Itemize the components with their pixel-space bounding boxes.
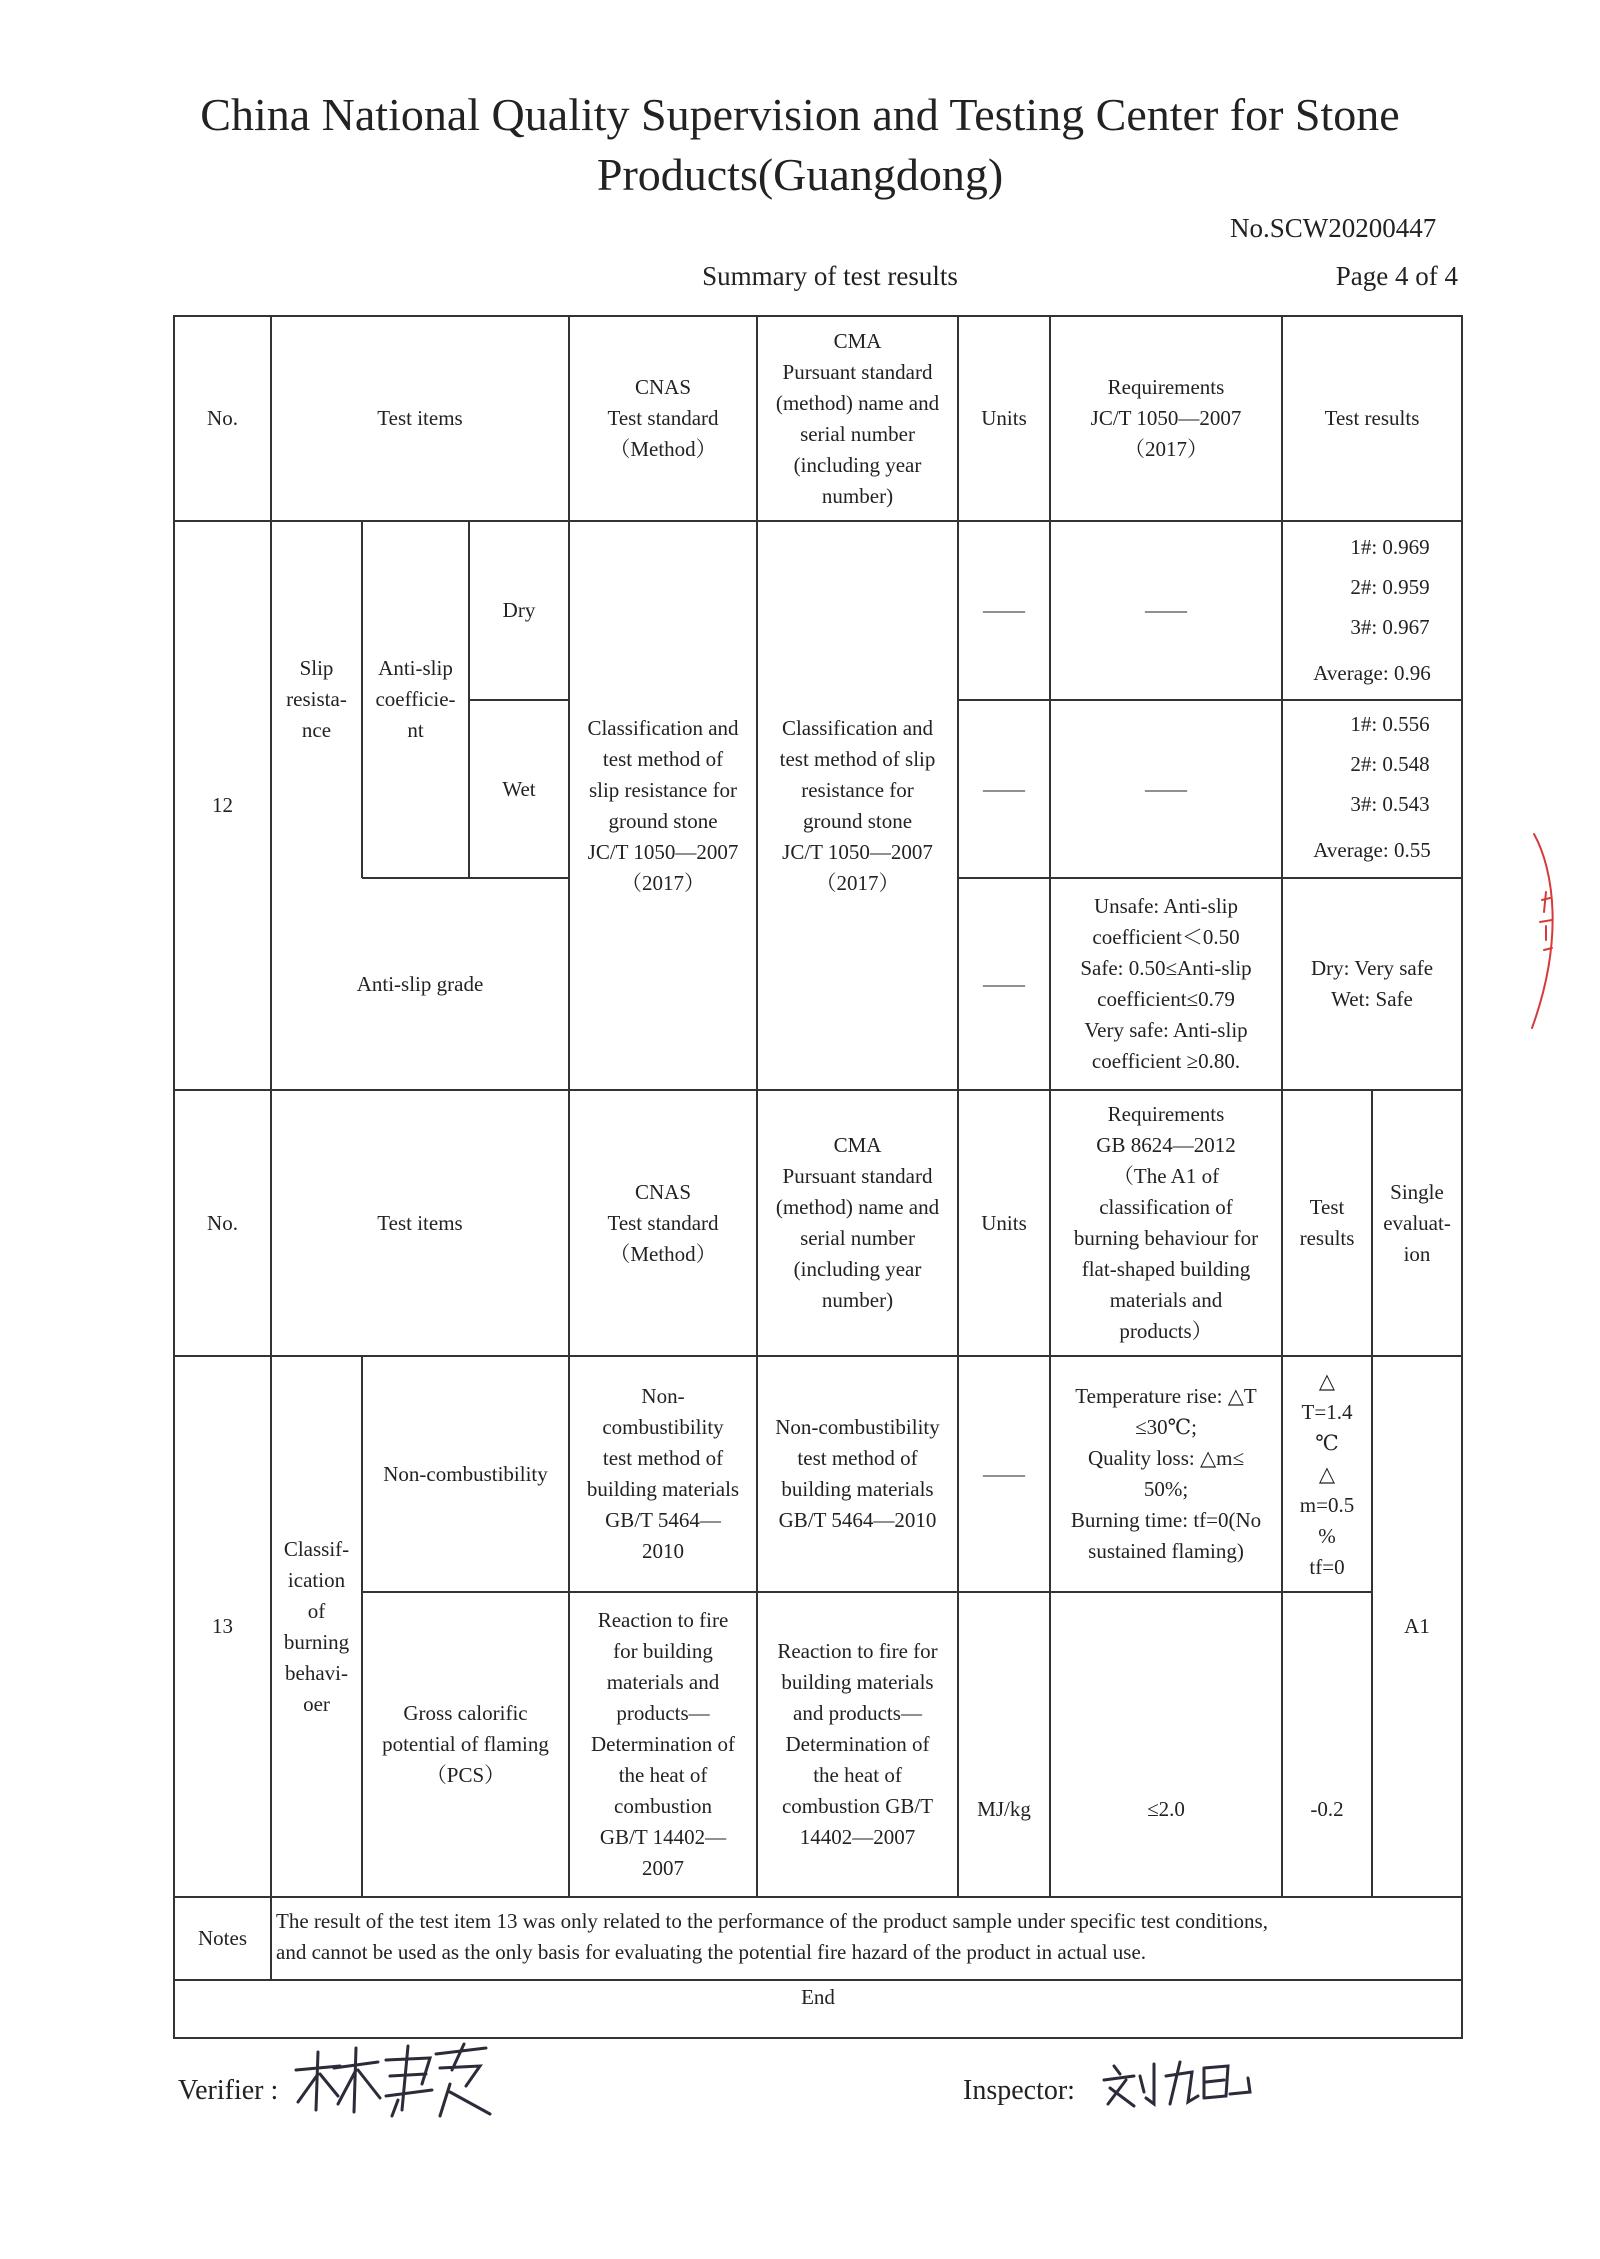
row12-cma-standard: Classification and test method of slip resistance for ground stone JC/T 1050—2007 （2017） (779, 715, 936, 895)
row12-anti-slip-grade-label: Anti-slip grade (356, 971, 484, 996)
row12-grade-units: —— (983, 971, 1025, 996)
row13-pcs-requirements: ≤2.0 (1147, 1797, 1185, 1821)
row12-wet-label: Wet (502, 776, 536, 801)
header2-cnas-standard: CNAS Test standard （Method） (607, 1179, 719, 1266)
notes-line2: and cannot be used as the only basis for evaluating the potential fire hazard of the product in actual use. (276, 1940, 1147, 1964)
row12-wet-units: —— (983, 776, 1025, 801)
row12-dry-results: 1#: 0.969 2#: 0.959 3#: 0.967 Average: 0.96 (1313, 535, 1431, 685)
page-number: Page 4 of 4 (1335, 261, 1458, 291)
header-test-items: Test items (377, 406, 463, 430)
row13-item-burning-behaviour: Classif- ication of burning behavi- oer (283, 1536, 350, 1716)
row13-noncombustibility-requirements: Temperature rise: △T ≤30℃; Quality loss: △m≤ 50%; Burning time: tf=0(No sustained flaming) (1070, 1384, 1262, 1563)
verifier-label: Verifier : (178, 2075, 279, 2106)
row13-pcs-label: Gross calorific potential of flaming （PCS） (382, 1701, 549, 1787)
row12-dry-units: —— (983, 598, 1025, 622)
header2-requirements: Requirements GB 8624—2012 （The A1 of classification of burning behaviour for flat-shaped building materials and products） (1073, 1102, 1259, 1343)
row12-grade-requirements: Unsafe: Anti-slip coefficient＜0.50 Safe: 0.50≤Anti-slip coefficient≤0.79 Very safe: Anti-slip coefficient ≥0.80. (1080, 894, 1252, 1073)
notes-line1: The result of the test item 13 was only related to the performance of the product sample under specific test conditions, (276, 1909, 1268, 1933)
center-title-line2: Products(Guangdong) (596, 149, 1004, 200)
header2-single-evaluation: Single evaluat- ion (1383, 1179, 1451, 1266)
header-no: No. (207, 406, 238, 430)
row13-single-evaluation: A1 (1404, 1614, 1430, 1638)
row13-pcs-results: -0.2 (1310, 1797, 1344, 1821)
inspector-signature (1100, 2058, 1260, 2118)
row12-wet-results: 1#: 0.556 2#: 0.548 3#: 0.543 Average: 0.55 (1313, 712, 1431, 862)
row13-pcs-cma: Reaction to fire for building materials and products— Determination of the heat of combustion GB/T 14402—2007 (777, 1639, 938, 1849)
inspector-label: Inspector: (963, 2075, 1075, 2106)
row12-cnas-standard: Classification and test method of slip resistance for ground stone JC/T 1050—2007 （2017） (587, 715, 739, 895)
row12-item-slip-resistance: Slip resista- nce (286, 656, 347, 742)
header2-no: No. (207, 1210, 238, 1235)
header2-test-results: Test results (1299, 1195, 1355, 1250)
row13-noncombustibility-label: Non-combustibility (383, 1461, 548, 1486)
row12-wet-requirements: —— (1145, 776, 1187, 801)
row13-noncombustibility-cnas: Non- combustibility test method of building materials GB/T 5464— 2010 (586, 1384, 740, 1563)
row13-noncombustibility-units: —— (983, 1461, 1025, 1486)
row12-grade-results: Dry: Very safe Wet: Safe (1310, 956, 1434, 1011)
header-units: Units (981, 406, 1027, 430)
verifier-signature (290, 2040, 500, 2125)
header-requirements: Requirements JC/T 1050—2007 （2017） (1090, 375, 1242, 461)
center-title-line1: China National Quality Supervision and Testing Center for Stone (200, 89, 1400, 140)
row13-pcs-units: MJ/kg (977, 1797, 1031, 1821)
row13-pcs-cnas: Reaction to fire for building materials and products— Determination of the heat of combustion GB/T 14402— 2007 (590, 1608, 736, 1880)
notes-label: Notes (198, 1926, 247, 1950)
row13-noncombustibility-cma: Non-combustibility test method of building materials GB/T 5464—2010 (775, 1415, 940, 1532)
header-cma-standard: CMA Pursuant standard (method) name and serial number (including year number) (775, 328, 940, 508)
row12-anti-slip-coefficient: Anti-slip coefficie- nt (375, 656, 456, 742)
header2-units: Units (981, 1210, 1027, 1235)
header2-cma-standard: CMA Pursuant standard (method) name and serial number (including year number) (775, 1133, 940, 1312)
header2-test-items: Test items (377, 1210, 463, 1235)
header-test-results: Test results (1324, 406, 1420, 430)
row13-number: 13 (212, 1614, 233, 1638)
end-marker: End (801, 1984, 835, 2009)
header-cnas-standard: CNAS Test standard （Method） (607, 375, 719, 461)
row12-dry-requirements: —— (1145, 598, 1187, 622)
seam-stamp-mark (1528, 830, 1568, 1030)
row12-number: 12 (212, 793, 233, 817)
summary-heading: Summary of test results (702, 261, 958, 291)
report-number: No.SCW20200447 (1230, 213, 1437, 243)
row12-dry-label: Dry (502, 598, 536, 622)
row13-noncombustibility-results: △ T=1.4 ℃ △ m=0.5 % tf=0 (1299, 1368, 1355, 1579)
